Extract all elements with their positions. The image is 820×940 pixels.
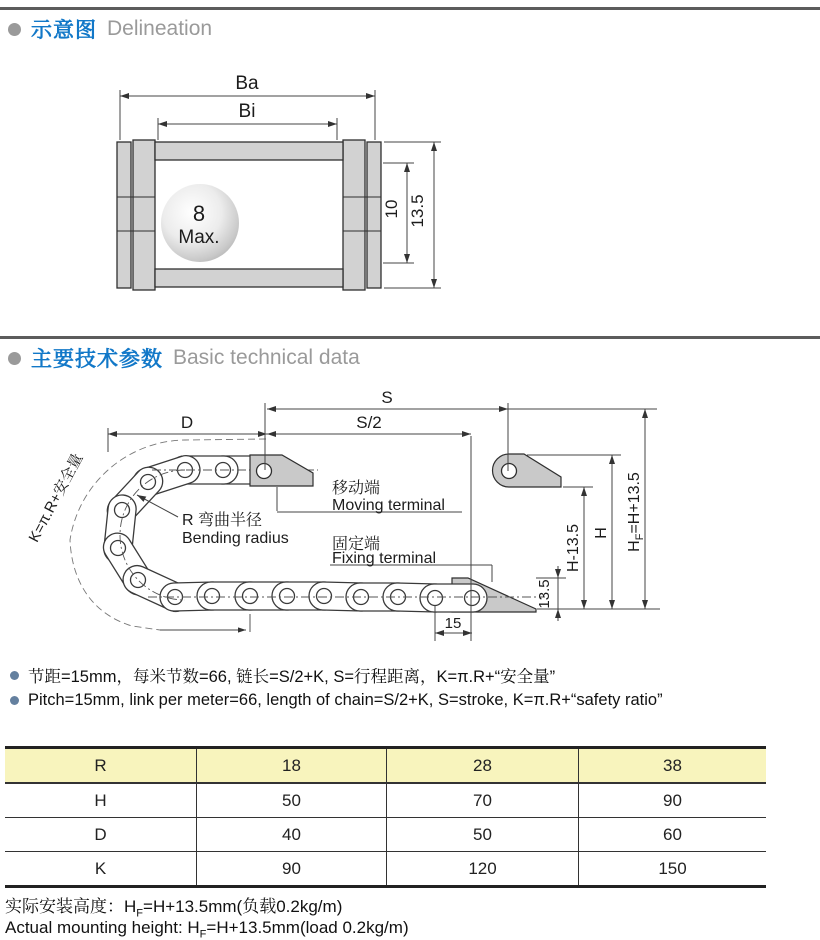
table-cell: 60 <box>579 818 767 852</box>
side-plate-joints <box>117 197 381 231</box>
section1-title-en: Delineation <box>107 17 213 40</box>
k-formula-label: K=π.R+安全量 <box>25 450 87 546</box>
moving-terminal-label-en: Moving terminal <box>332 497 445 514</box>
dim-bi-label: Bi <box>238 101 256 122</box>
dim-d-label: D <box>180 413 194 432</box>
right-outer-strip <box>367 142 381 288</box>
dim-13_5-label: 13.5 <box>408 194 427 228</box>
table-cell: 50 <box>197 783 387 818</box>
chain-pin <box>243 589 258 604</box>
parameters-table <box>5 746 766 888</box>
table-row <box>5 852 766 887</box>
section2-title-en: Basic technical data <box>173 346 360 369</box>
dim-15-label: 15 <box>444 615 462 632</box>
table-cell: R <box>5 748 197 784</box>
side-view-diagram <box>26 388 660 641</box>
section1-title-zh: 示意图 <box>31 19 97 42</box>
chain-pin <box>205 589 220 604</box>
table-cell: 38 <box>579 748 767 784</box>
moving-terminal-label-zh: 移动端 <box>332 480 381 497</box>
chain-pin <box>280 589 295 604</box>
table-row <box>5 818 766 852</box>
chain-pin <box>111 541 126 556</box>
dim-13_5-label: 13.5 <box>536 579 553 609</box>
section2-title-zh: 主要技术参数 <box>31 348 163 371</box>
table-cell: 70 <box>387 783 579 818</box>
table-cell: 40 <box>197 818 387 852</box>
table-cell: D <box>5 818 197 852</box>
bend-radius-label-zh: R 弯曲半径 <box>182 512 263 529</box>
table-cell: 120 <box>387 852 579 887</box>
dim-10-label: 10 <box>382 199 401 219</box>
moving-terminal-pin <box>502 464 517 479</box>
terminal-brackets <box>250 454 561 487</box>
table-cell: 90 <box>579 783 767 818</box>
right-side-plate <box>343 140 365 290</box>
table-cell: 150 <box>579 852 767 887</box>
note-text-en: Pitch=15mm, link per meter=66, length of chain=S/2+K, S=stroke, K=π.R+“safety ratio” <box>28 691 663 709</box>
table-row <box>5 783 766 818</box>
left-side-plate <box>133 140 155 290</box>
dim-h-label: H <box>593 527 610 539</box>
bottom-crossbar <box>155 269 343 287</box>
ball-dia-label: 8 <box>192 201 206 226</box>
note-line-en <box>10 691 663 710</box>
dim-h-minus-label: H-13.5 <box>565 523 582 573</box>
mounting-height-en: Actual mounting height: $H_F=H+13.5mm(load$ 0.2kg/m) <box>5 918 409 940</box>
table-row <box>5 748 766 784</box>
bend-radius-label-en: Bending radius <box>182 530 289 547</box>
fixing-terminal-label-en: Fixing terminal <box>332 550 437 567</box>
dim-s2-label: S/2 <box>356 413 382 432</box>
table-cell: 28 <box>387 748 579 784</box>
cross-section-dimensions <box>120 90 441 288</box>
dim-ba-label: Ba <box>235 73 259 94</box>
note-line-zh <box>10 663 555 687</box>
table-cell: 50 <box>387 818 579 852</box>
top-crossbar <box>155 142 343 160</box>
moving-terminal-pin <box>257 464 272 479</box>
bullet-icon <box>10 696 19 705</box>
left-outer-strip <box>117 142 131 288</box>
table-cell: 18 <box>197 748 387 784</box>
mounting-height-zh: 实际安装高度：$H_F=H+13.5mm$(负载0.2kg/m) <box>5 897 343 920</box>
cross-section-diagram <box>117 73 441 290</box>
fixing-terminal-label-zh: 固定端 <box>332 536 381 553</box>
ball-max-label: Max. <box>178 227 220 248</box>
chain-pin <box>317 589 332 604</box>
bullet-icon <box>10 671 19 680</box>
chain-cross-frame <box>117 140 381 290</box>
chain-pin <box>465 591 480 606</box>
dim-hf-label: $H_F=H+13.5$ <box>626 472 646 552</box>
dim-s-label: S <box>381 388 393 407</box>
chain-pin <box>428 591 443 606</box>
table-cell: 90 <box>197 852 387 887</box>
table-cell: K <box>5 852 197 887</box>
table-cell: H <box>5 783 197 818</box>
note-text-zh: 节距=15mm，每米节数=66, 链长=S/2+K, S=行程距离，K=π.R+“安全量” <box>28 668 556 686</box>
